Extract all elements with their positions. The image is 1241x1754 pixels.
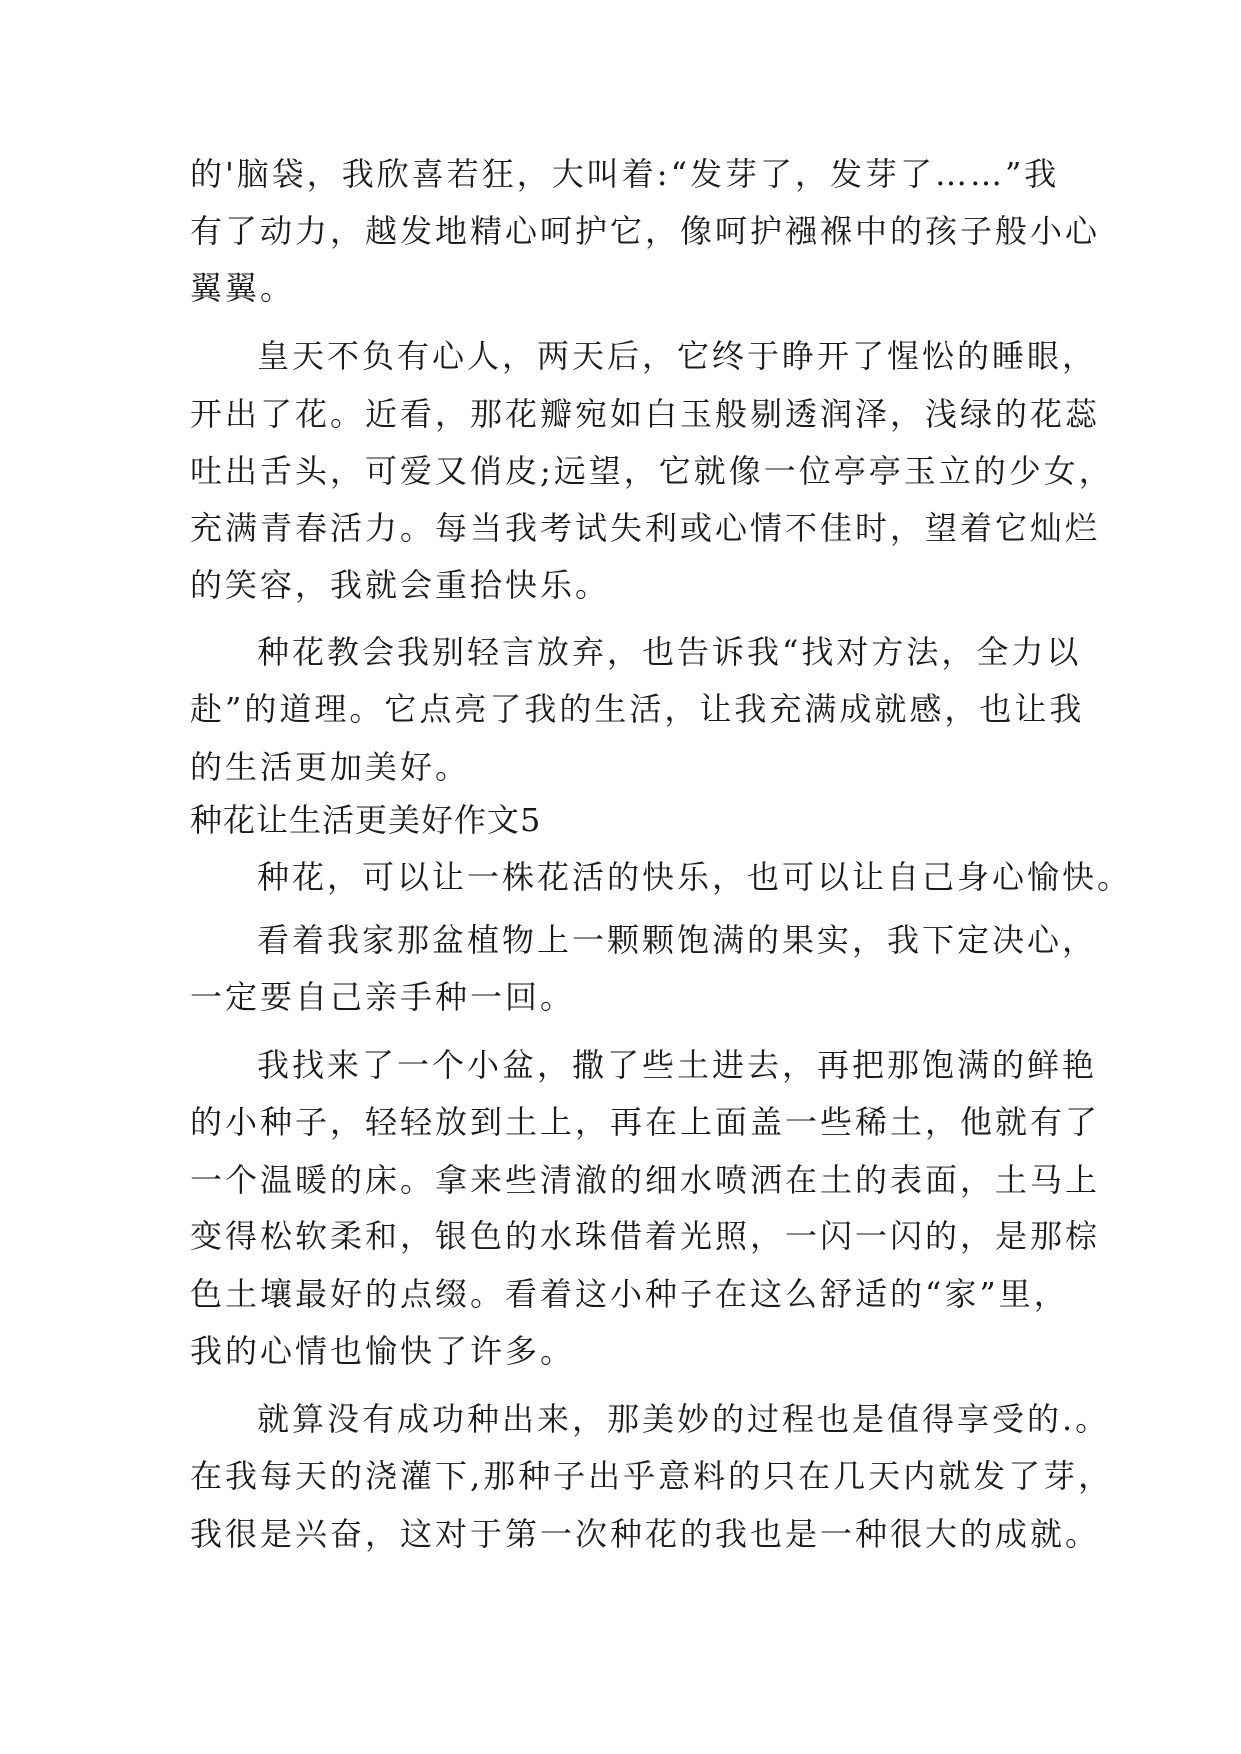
text-line: 翼翼。 bbox=[190, 269, 296, 307]
paragraph-start-line: 看着我家那盆植物上一颗颗饱满的果实，我下定决心， bbox=[257, 921, 1098, 959]
text-line: 我的心情也愉快了许多。 bbox=[190, 1332, 576, 1370]
paragraph-start-line: 种花教会我别轻言放弃，也告诉我“找对方法，全力以 bbox=[257, 633, 1082, 671]
text-line: 的'脑袋，我欣喜若狂，大叫着:“发芽了，发芽了……”我 bbox=[190, 155, 1060, 193]
text-line: 的笑容，我就会重拾快乐。 bbox=[190, 566, 611, 604]
text-line: 有了动力，越发地精心呵护它，像呵护襁褓中的孩子般小心 bbox=[190, 212, 1101, 250]
paragraph-start-line: 种花，可以让一株花活的快乐，也可以让自己身心愉快。 bbox=[257, 858, 1133, 896]
text-line: 变得松软柔和，银色的水珠借着光照，一闪一闪的，是那棕 bbox=[190, 1217, 1101, 1255]
text-line: 吐出舌头，可爱又俏皮;远望，它就像一位亭亭玉立的少女， bbox=[190, 452, 1114, 490]
paragraph-start-line: 我找来了一个小盆，撒了些土进去，再把那饱满的鲜艳 bbox=[257, 1046, 1098, 1084]
text-line: 色土壤最好的点缀。看着这小种子在这么舒适的“家”里， bbox=[190, 1275, 1069, 1313]
section-heading: 种花让生活更美好作文5 bbox=[190, 801, 542, 839]
text-line: 赴”的道理。它点亮了我的生活，让我充满成就感，也让我 bbox=[190, 690, 1085, 728]
text-line: 一个温暖的床。拿来些清澈的细水喷洒在土的表面，土马上 bbox=[190, 1161, 1101, 1199]
text-line: 我很是兴奋，这对于第一次种花的我也是一种很大的成就。 bbox=[190, 1515, 1101, 1553]
text-line: 一定要自己亲手种一回。 bbox=[190, 978, 576, 1016]
text-line: 的生活更加美好。 bbox=[190, 748, 471, 786]
text-line: 开出了花。近看，那花瓣宛如白玉般剔透润泽，浅绿的花蕊 bbox=[190, 395, 1101, 433]
paragraph-start-line: 就算没有成功种出来，那美妙的过程也是值得享受的.。 bbox=[257, 1400, 1111, 1438]
text-line: 的小种子，轻轻放到土上，再在上面盖一些稀土，他就有了 bbox=[190, 1103, 1101, 1141]
text-line: 在我每天的浇灌下,那种子出乎意料的只在几天内就发了芽， bbox=[190, 1457, 1114, 1495]
paragraph-start-line: 皇天不负有心人，两天后，它终于睁开了惺忪的睡眼， bbox=[257, 337, 1098, 375]
text-line: 充满青春活力。每当我考试失利或心情不佳时，望着它灿烂 bbox=[190, 509, 1101, 547]
